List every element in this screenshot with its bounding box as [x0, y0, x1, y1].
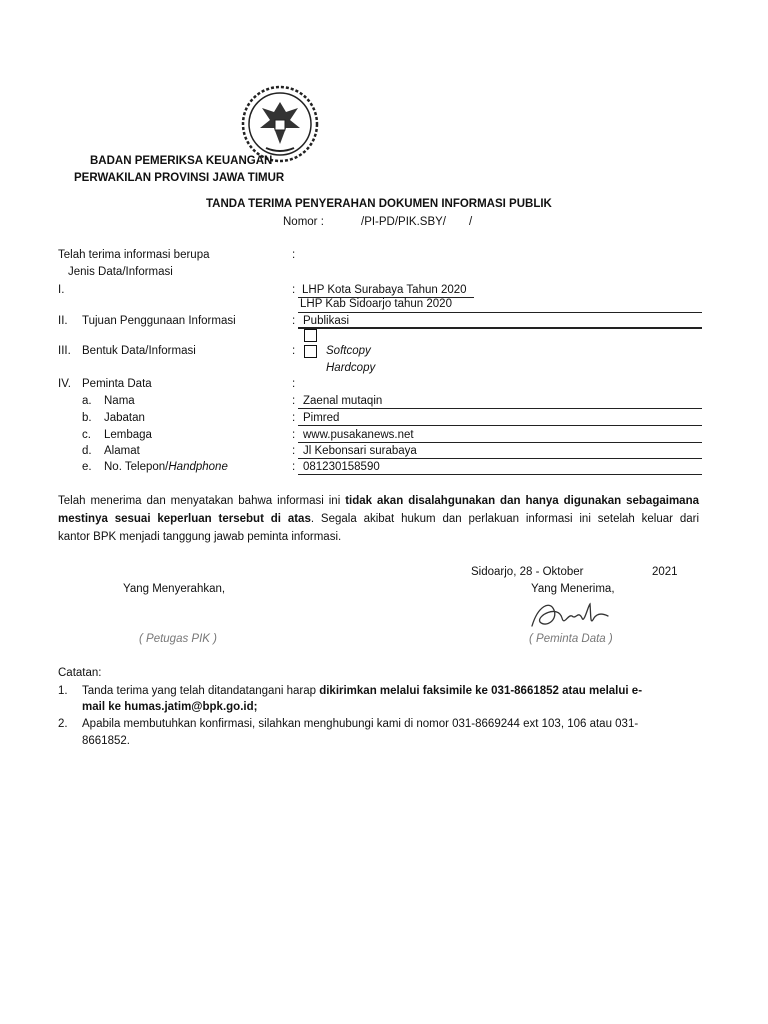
document-title: TANDA TERIMA PENYERAHAN DOKUMEN INFORMASI PUBLIK [206, 198, 552, 210]
place-date: Sidoarjo, 28 - Oktober [471, 566, 584, 578]
item-1-value-2: LHP Kab Sidoarjo tahun 2020 [300, 298, 452, 310]
colon: : [292, 461, 296, 473]
jabatan-value: Pimred [303, 412, 340, 424]
org-name: BADAN PEMERIKSA KEUANGAN [90, 155, 273, 167]
jabatan-label: Jabatan [104, 412, 145, 424]
item-3-label: Bentuk Data/Informasi [82, 345, 196, 357]
notes-title: Catatan: [58, 667, 102, 679]
alamat-value: Jl Kebonsari surabaya [303, 445, 417, 457]
checkbox-top[interactable] [304, 329, 317, 342]
org-branch: PERWAKILAN PROVINSI JAWA TIMUR [74, 172, 285, 184]
option-softcopy: Softcopy [326, 345, 371, 357]
nama-label: Nama [104, 395, 135, 407]
item-4-label: Peminta Data [82, 378, 152, 390]
colon: : [292, 378, 296, 390]
lembaga-number: c. [82, 429, 91, 441]
nomor-label: Nomor : [283, 216, 324, 228]
intro-label: Telah terima informasi berupa [58, 249, 210, 261]
left-signer-title: Yang Menyerahkan, [123, 583, 226, 595]
colon: : [292, 249, 296, 261]
lembaga-label: Lembaga [104, 429, 152, 441]
jenis-label: Jenis Data/Informasi [68, 266, 173, 278]
nama-value: Zaenal mutaqin [303, 395, 383, 407]
nomor-suffix: / [469, 216, 473, 228]
left-signer-role: ( Petugas PIK ) [139, 633, 217, 645]
telepon-label-italic: Handphone [168, 461, 228, 473]
underline [298, 442, 702, 443]
option-hardcopy: Hardcopy [326, 362, 376, 374]
nama-number: a. [82, 395, 92, 407]
colon: : [292, 395, 296, 407]
item-1-value-1: LHP Kota Surabaya Tahun 2020 [302, 284, 467, 296]
item-2-label: Tujuan Penggunaan Informasi [82, 315, 236, 327]
item-2-value: Publikasi [303, 315, 350, 327]
signature-icon [528, 596, 614, 634]
underline [298, 327, 702, 329]
nomor-value: /PI-PD/PIK.SBY/ [361, 216, 446, 228]
note-2-text-line-2: 8661852. [82, 735, 130, 747]
colon: : [292, 345, 296, 357]
colon: : [292, 429, 296, 441]
item-2-number: II. [58, 315, 68, 327]
colon: : [292, 412, 296, 424]
note-2-number: 2. [58, 718, 68, 730]
underline [298, 425, 702, 426]
note-1-text-line-2: mail ke humas.jatim@bpk.go.id; [82, 701, 258, 713]
note-2-text: Apabila membutuhkan konfirmasi, silahkan menghubungi kami di nomor 031-8669244 ext 103, 106 atau 031- [82, 718, 639, 730]
note-1-number: 1. [58, 685, 68, 697]
statement-line-2: mestinya sesuai keperluan tersebut di atas. Segala akibat hukum dan perlakuan informasi ini setelah keluar dari [58, 513, 700, 525]
item-1-number: I. [58, 284, 65, 296]
underline [298, 474, 702, 475]
lembaga-value: www.pusakanews.net [303, 429, 414, 441]
underline [298, 458, 702, 459]
alamat-number: d. [82, 445, 92, 457]
statement-line-3: kantor BPK menjadi tanggung jawab peminta informasi. [58, 531, 342, 543]
statement-paragraph [58, 492, 699, 546]
telepon-label-text: No. Telepon/ [104, 461, 169, 473]
right-signer-title: Yang Menerima, [531, 583, 615, 595]
colon: : [292, 315, 296, 327]
telepon-label [104, 461, 228, 473]
statement-line-1: Telah menerima dan menyatakan bahwa informasi ini tidak akan disalahgunakan dan hanya digunakan sebagaimana [58, 495, 699, 507]
right-signer-role: ( Peminta Data ) [529, 633, 613, 645]
jabatan-number: b. [82, 412, 92, 424]
telepon-number: e. [82, 461, 92, 473]
garuda-emblem-icon [240, 84, 320, 164]
item-3-number: III. [58, 345, 71, 357]
year: 2021 [652, 566, 678, 578]
colon: : [292, 284, 296, 296]
alamat-label: Alamat [104, 445, 140, 457]
colon: : [292, 445, 296, 457]
item-4-number: IV. [58, 378, 72, 390]
underline [298, 312, 702, 313]
telepon-value: 081230158590 [303, 461, 380, 473]
note-1-text: Tanda terima yang telah ditandatangani harap dikirimkan melalui faksimile ke 031-8661852 atau melalui e- [82, 685, 643, 697]
underline [298, 408, 702, 409]
checkbox-softcopy[interactable] [304, 345, 317, 358]
